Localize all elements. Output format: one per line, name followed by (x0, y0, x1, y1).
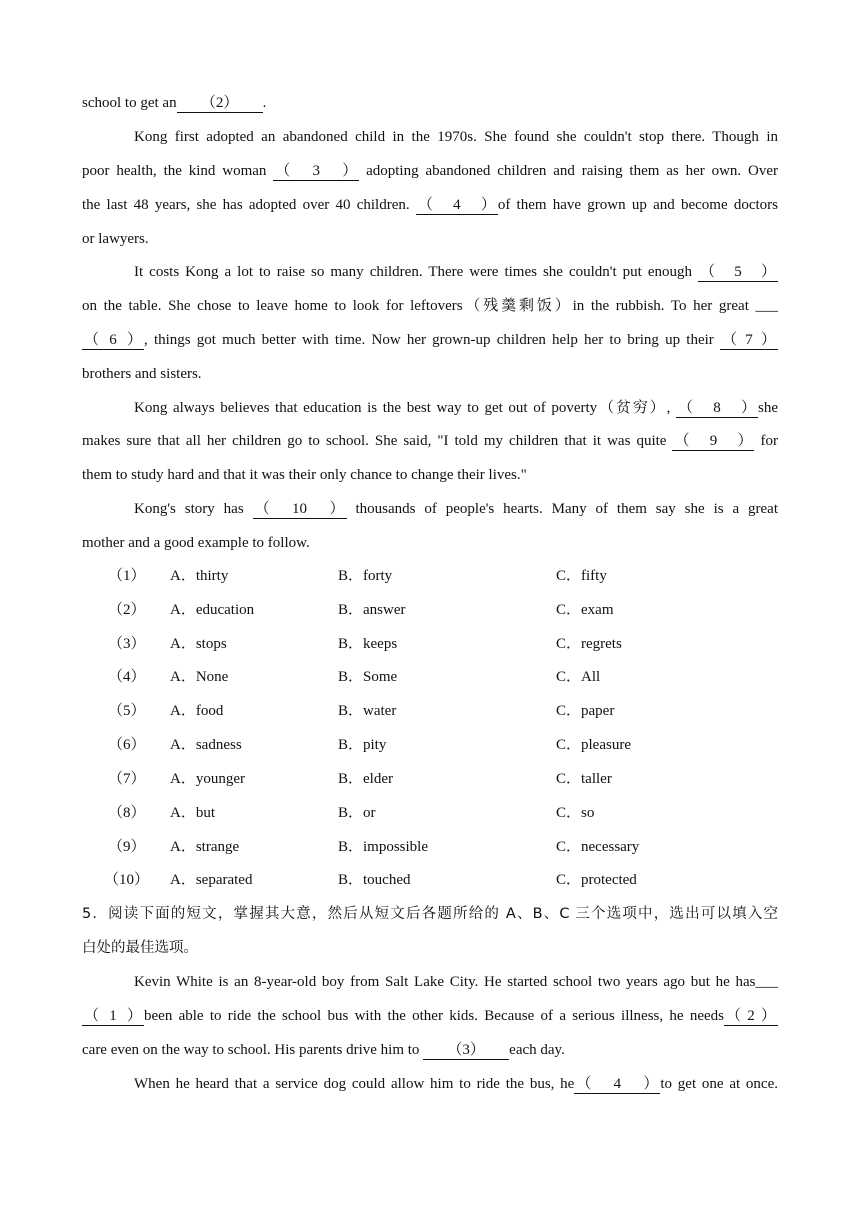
option-b[interactable]: B．or (338, 805, 376, 821)
question-number: （9） (108, 839, 146, 855)
passage-line: school to get an （2） . (82, 95, 267, 111)
option-row (82, 600, 782, 620)
answer-blank: （1） (84, 1008, 142, 1024)
answer-blank: （10） (254, 501, 345, 517)
answer-blank: （2） (177, 94, 263, 113)
passage-line: Kevin White is an 8-year-old boy from Salt Lake City. He started school two years ago but he has___ (134, 974, 778, 990)
passage-line: them to study hard and that it was their only chance to change their lives." (82, 467, 527, 483)
option-row (82, 803, 782, 823)
question-instructions: 白处的最佳选项。 (82, 940, 198, 956)
option-a[interactable]: A．strange (170, 839, 240, 855)
option-b[interactable]: B．elder (338, 771, 393, 787)
option-c[interactable]: C．fifty (556, 568, 607, 584)
question-number: （4） (108, 669, 146, 685)
passage-line: the last 48 years, she has adopted over 40 children. （4） of them have grown up and become doctors (82, 197, 778, 213)
question-instructions: 5．阅读下面的短文，掌握其大意，然后从短文后各题所给的 A、B、C 三个选项中，选出可以填入空 (82, 906, 778, 922)
passage-line: Kong's story has （10） thousands of people's hearts. Many of them say she is a great (134, 501, 778, 517)
option-c[interactable]: C．regrets (556, 636, 622, 652)
passage-line: poor health, the kind woman （3） adopting abandoned children and raising them as her own. Over (82, 163, 778, 179)
question-number: （2） (108, 602, 146, 618)
question-number: （6） (108, 737, 146, 753)
option-a[interactable]: A．education (170, 602, 255, 618)
question-number: （10） (104, 872, 150, 888)
passage-line: brothers and sisters. (82, 366, 202, 382)
passage-line: Kong always believes that education is the best way to get out of poverty（贫穷）, （8） she (134, 400, 778, 416)
option-row (82, 701, 782, 721)
option-b[interactable]: B．pity (338, 737, 387, 753)
option-c[interactable]: C．paper (556, 703, 615, 719)
question-number: （1） (108, 568, 146, 584)
option-row (82, 735, 782, 755)
question-number: （3） (108, 636, 146, 652)
option-a[interactable]: A．food (170, 703, 224, 719)
answer-blank: （3） (275, 163, 358, 179)
question-number: （8） (108, 805, 146, 821)
option-a[interactable]: A．thirty (170, 568, 229, 584)
answer-blank: （2） (726, 1008, 776, 1024)
passage-line: It costs Kong a lot to raise so many children. There were times she couldn't put enough （5） (134, 264, 776, 280)
passage-line: makes sure that all her children go to school. She said, "I told my children that it was quite （9） for (82, 433, 778, 449)
passage-line: or lawyers. (82, 231, 149, 247)
passage-line: care even on the way to school. His parents drive him to （3） each day. (82, 1042, 565, 1058)
option-a[interactable]: A．younger (170, 771, 245, 787)
passage-line: Kong first adopted an abandoned child in the 1970s. She found she couldn't stop there. Though in (134, 129, 778, 145)
option-c[interactable]: C．exam (556, 602, 614, 618)
option-a[interactable]: A．but (170, 805, 216, 821)
option-row (82, 870, 782, 890)
passage-line: When he heard that a service dog could allow him to ride the bus, he （4） to get one at once. (134, 1076, 778, 1092)
option-row (82, 667, 782, 687)
answer-blank: （3） (423, 1041, 509, 1060)
option-c[interactable]: C．taller (556, 771, 612, 787)
passage-line: （1） been able to ride the school bus with the other kids. Because of a serious illness, he needs （2） (84, 1008, 776, 1024)
option-c[interactable]: C．protected (556, 872, 637, 888)
passage-line: mother and a good example to follow. (82, 535, 310, 551)
answer-blank: （6） (84, 332, 142, 348)
answer-blank: （9） (674, 433, 753, 449)
option-b[interactable]: B．keeps (338, 636, 398, 652)
passage-line: （6） , things got much better with time. Now her grown-up children help her to bring up their （7） (84, 332, 776, 348)
answer-blank: （4） (576, 1076, 659, 1092)
option-b[interactable]: B．Some (338, 669, 398, 685)
option-a[interactable]: A．separated (170, 872, 253, 888)
answer-blank: （5） (700, 264, 776, 280)
answer-blank: （8） (678, 400, 756, 416)
option-row (82, 769, 782, 789)
passage-line: on the table. She chose to leave home to look for leftovers（残羹剩饭）in the rubbish. To her great ___ (82, 298, 778, 314)
option-c[interactable]: C．necessary (556, 839, 640, 855)
question-number: （7） (108, 771, 146, 787)
option-c[interactable]: C．so (556, 805, 595, 821)
answer-blank: （4） (417, 197, 496, 213)
question-number: （5） (108, 703, 146, 719)
option-row (82, 634, 782, 654)
option-b[interactable]: B．water (338, 703, 397, 719)
answer-blank: （7） (722, 332, 776, 348)
option-b[interactable]: B．forty (338, 568, 393, 584)
option-a[interactable]: A．sadness (170, 737, 242, 753)
option-row (82, 566, 782, 586)
option-b[interactable]: B．answer (338, 602, 406, 618)
option-a[interactable]: A．stops (170, 636, 227, 652)
option-c[interactable]: C．pleasure (556, 737, 631, 753)
option-b[interactable]: B．touched (338, 872, 411, 888)
option-c[interactable]: C．All (556, 669, 601, 685)
option-row (82, 837, 782, 857)
option-a[interactable]: A．None (170, 669, 229, 685)
option-b[interactable]: B．impossible (338, 839, 429, 855)
